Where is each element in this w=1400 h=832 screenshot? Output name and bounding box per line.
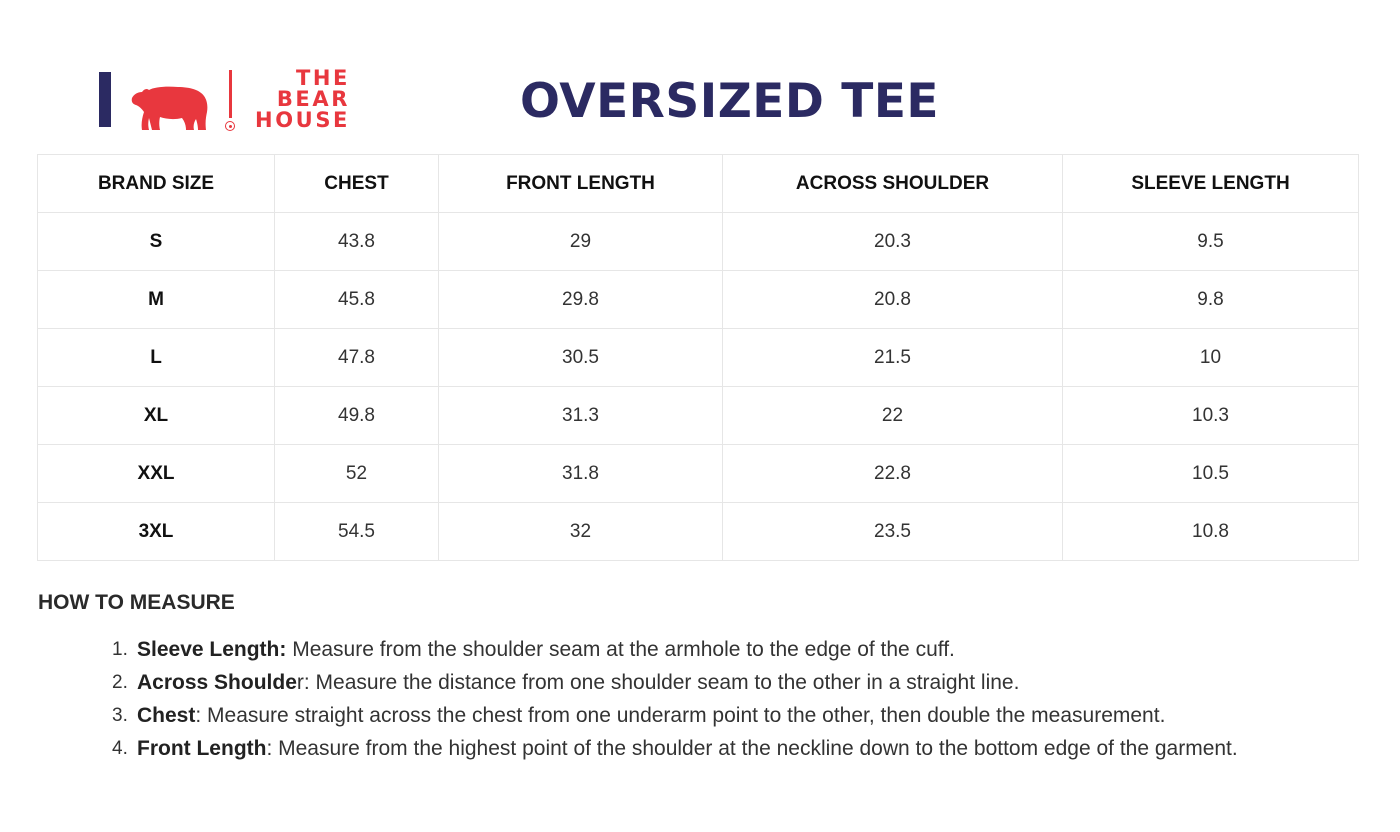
measure-description: : Measure straight across the chest from one underarm point to the other, then double the measurement. (195, 704, 1166, 727)
sleeve-length-cell: 9.8 (1063, 271, 1359, 329)
front-length-cell: 29 (439, 213, 723, 271)
brand-line: HOUSE (255, 108, 350, 132)
across-shoulder-cell: 20.8 (723, 271, 1063, 329)
column-header: FRONT LENGTH (439, 155, 723, 213)
sleeve-length-cell: 10 (1063, 329, 1359, 387)
measure-term: Front Length (137, 737, 267, 760)
table-row (38, 271, 1359, 329)
across-shoulder-cell: 21.5 (723, 329, 1063, 387)
logo-accent-bar (99, 72, 111, 127)
table-header-row (38, 155, 1359, 213)
list-item (112, 702, 1362, 730)
measure-term: Sleeve Length: (137, 638, 287, 661)
front-length-cell: 30.5 (439, 329, 723, 387)
sleeve-length-cell: 10.5 (1063, 445, 1359, 503)
across-shoulder-cell: 22.8 (723, 445, 1063, 503)
table-row (38, 213, 1359, 271)
table-row (38, 329, 1359, 387)
chest-cell: 47.8 (275, 329, 439, 387)
measure-term: Chest (137, 704, 196, 727)
chest-cell: 45.8 (275, 271, 439, 329)
sleeve-length-cell: 10.3 (1063, 387, 1359, 445)
list-number: 4. (112, 738, 128, 759)
sleeve-length-cell: 10.8 (1063, 503, 1359, 561)
size-cell: L (38, 329, 275, 387)
table-row (38, 445, 1359, 503)
list-number: 1. (112, 639, 128, 660)
size-cell: XL (38, 387, 275, 445)
measure-term: Across Shoulde (137, 671, 297, 694)
measure-description: r: Measure the distance from one shoulder seam to the other in a straight line. (296, 671, 1020, 694)
list-number: 3. (112, 705, 128, 726)
across-shoulder-cell: 23.5 (723, 503, 1063, 561)
list-item (112, 636, 1362, 664)
chest-cell: 43.8 (275, 213, 439, 271)
list-number: 2. (112, 672, 128, 693)
column-header: BRAND SIZE (38, 155, 275, 213)
page-title: OVERSIZED TEE (520, 74, 940, 129)
measure-instructions-list (112, 636, 1362, 768)
how-to-measure-heading: HOW TO MEASURE (38, 591, 235, 614)
size-cell: M (38, 271, 275, 329)
front-length-cell: 31.3 (439, 387, 723, 445)
front-length-cell: 31.8 (439, 445, 723, 503)
chest-cell: 49.8 (275, 387, 439, 445)
column-header: SLEEVE LENGTH (1063, 155, 1359, 213)
size-cell: S (38, 213, 275, 271)
table-row (38, 387, 1359, 445)
list-item (112, 669, 1362, 697)
chest-cell: 54.5 (275, 503, 439, 561)
chest-cell: 52 (275, 445, 439, 503)
bear-logo-icon (130, 84, 210, 132)
logo-divider (229, 70, 232, 118)
across-shoulder-cell: 20.3 (723, 213, 1063, 271)
brand-line: BEAR (276, 87, 350, 111)
across-shoulder-cell: 22 (723, 387, 1063, 445)
list-item (112, 735, 1362, 763)
brand-logo-text (250, 68, 350, 131)
measure-description: Measure from the shoulder seam at the armhole to the edge of the cuff. (286, 638, 955, 661)
size-cell: XXL (38, 445, 275, 503)
column-header: CHEST (275, 155, 439, 213)
brand-line: THE (295, 66, 350, 90)
size-cell: 3XL (38, 503, 275, 561)
front-length-cell: 32 (439, 503, 723, 561)
sleeve-length-cell: 9.5 (1063, 213, 1359, 271)
registered-mark-icon (225, 121, 235, 131)
table-row (38, 503, 1359, 561)
size-chart-table (37, 154, 1359, 561)
column-header: ACROSS SHOULDER (723, 155, 1063, 213)
front-length-cell: 29.8 (439, 271, 723, 329)
measure-description: : Measure from the highest point of the shoulder at the neckline down to the bottom edge of the garment. (266, 737, 1238, 760)
